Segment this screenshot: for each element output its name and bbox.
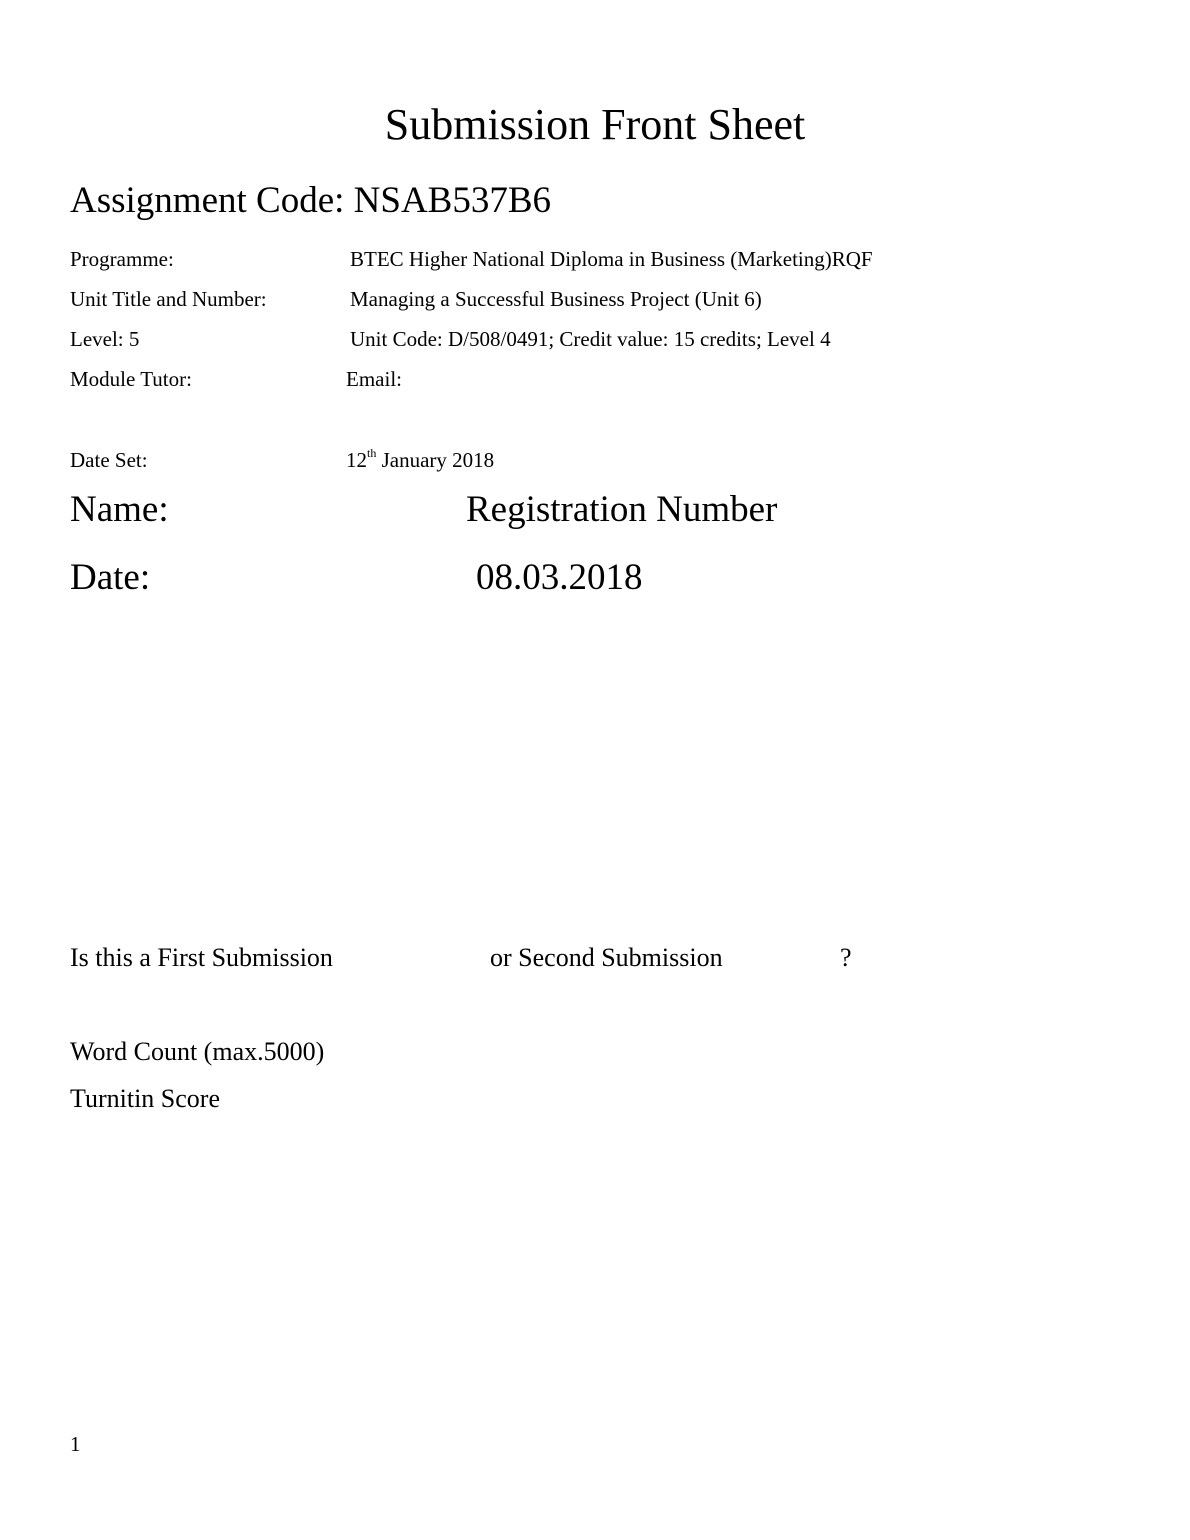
module-tutor-label: Module Tutor: [70, 367, 192, 391]
registration-number-label: Registration Number [466, 489, 778, 530]
name-label: Name: [70, 489, 169, 530]
date-value: 08.03.2018 [476, 557, 643, 598]
submission-question: Is this a First Submission [70, 943, 333, 972]
programme-label: Programme: [70, 247, 174, 271]
unit-title-label: Unit Title and Number: [70, 287, 267, 311]
page-title: Submission Front Sheet [384, 100, 806, 149]
date-set-label: Date Set: [70, 448, 148, 472]
word-count-label: Word Count (max.5000) [70, 1037, 325, 1066]
date-set-value [346, 446, 495, 472]
date-set-month-year: January 2018 [376, 448, 495, 472]
turnitin-score-label: Turnitin Score [70, 1084, 220, 1113]
unit-title-value: Managing a Successful Business Project (Unit 6) [350, 287, 762, 311]
date-set-day: 12 [346, 448, 367, 472]
unit-code-value: Unit Code: D/508/0491; Credit value: 15 credits; Level 4 [350, 327, 831, 351]
date-label: Date: [70, 557, 151, 598]
email-label: Email: [346, 367, 402, 391]
second-submission-option: or Second Submission [490, 943, 723, 972]
programme-value: BTEC Higher National Diploma in Business (Marketing)RQF [350, 247, 873, 271]
level-label: Level: 5 [70, 327, 140, 351]
page-number: 1 [70, 1432, 81, 1456]
question-mark: ? [840, 943, 852, 972]
date-set-ordinal: th [367, 446, 377, 460]
assignment-code: Assignment Code: NSAB537B6 [70, 180, 552, 221]
